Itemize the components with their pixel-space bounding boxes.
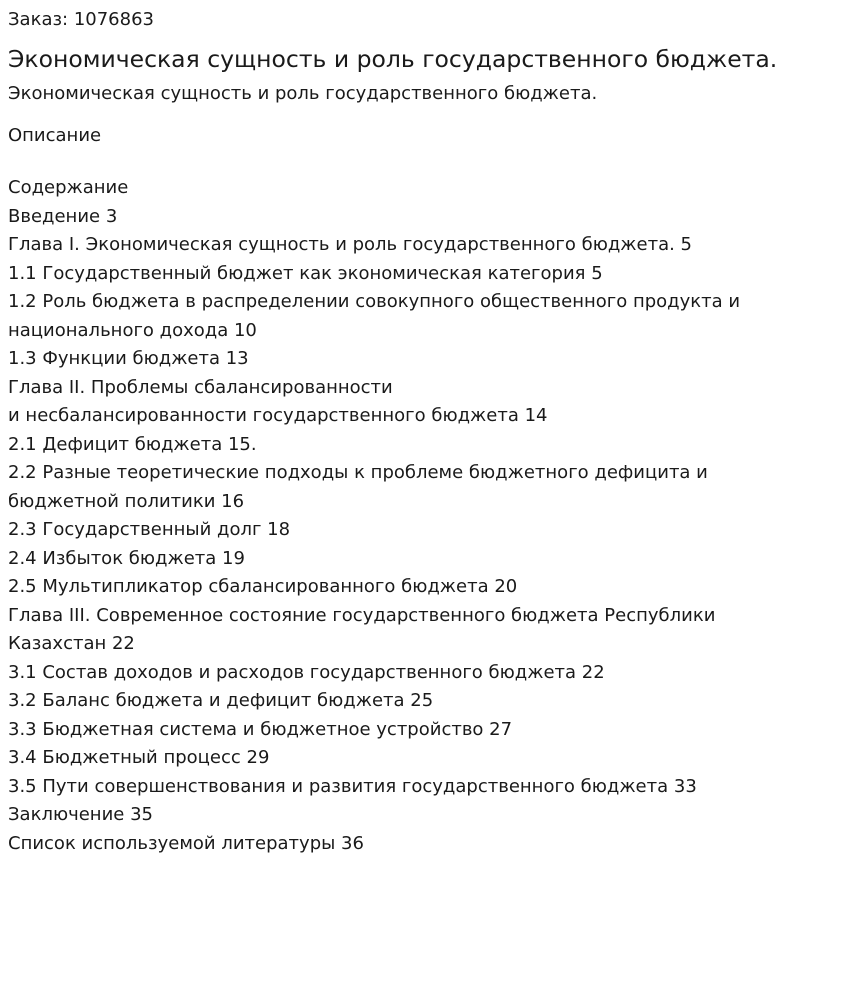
toc-line: 1.2 Роль бюджета в распределении совокупного общественного продукта и xyxy=(8,291,741,312)
toc-line: и несбалансированности государственного бюджета 14 xyxy=(8,405,548,426)
toc-line: 1.1 Государственный бюджет как экономическая категория 5 xyxy=(8,262,603,284)
toc-line: 3.5 Пути совершенствования и развития государственного бюджета 33 xyxy=(8,775,697,797)
toc-line: 1.3 Функции бюджета 13 xyxy=(8,348,249,369)
toc-line: Глава I. Экономическая сущность и роль государственного бюджета. 5 xyxy=(8,234,693,255)
toc-line: 2.2 Разные теоретические подходы к проблеме бюджетного дефицита и xyxy=(8,462,708,483)
toc-line: бюджетной политики 16 xyxy=(8,490,245,512)
toc-line: 3.2 Баланс бюджета и дефицит бюджета 25 xyxy=(8,690,434,711)
toc-line: Список используемой литературы 36 xyxy=(8,832,364,854)
toc-line: 2.5 Мультипликатор сбалансированного бюджета 20 xyxy=(8,576,518,597)
toc-line: 2.1 Дефицит бюджета 15. xyxy=(8,433,257,455)
table-of-contents xyxy=(8,174,839,858)
document-title: Экономическая сущность и роль государственного бюджета. xyxy=(8,45,778,73)
toc-line: 2.3 Государственный долг 18 xyxy=(8,519,291,540)
document-subtitle: Экономическая сущность и роль государственного бюджета. xyxy=(8,83,598,104)
toc-line: национального дохода 10 xyxy=(8,319,257,341)
toc-line: 3.4 Бюджетный процесс 29 xyxy=(8,747,270,768)
toc-line: Казахстан 22 xyxy=(8,633,135,654)
toc-line: Заключение 35 xyxy=(8,804,153,825)
toc-line: Глава II. Проблемы сбалансированности xyxy=(8,376,393,398)
toc-line: Введение 3 xyxy=(8,205,118,227)
toc-line: 2.4 Избыток бюджета 19 xyxy=(8,547,245,569)
toc-heading: Содержание xyxy=(8,177,129,198)
toc-line: Глава III. Современное состояние государственного бюджета Республики xyxy=(8,604,716,626)
toc-line: 3.1 Состав доходов и расходов государственного бюджета 22 xyxy=(8,661,605,683)
description-heading: Описание xyxy=(8,125,102,146)
order-number: Заказ: 1076863 xyxy=(8,9,154,30)
toc-line: 3.3 Бюджетная система и бюджетное устройство 27 xyxy=(8,718,513,740)
